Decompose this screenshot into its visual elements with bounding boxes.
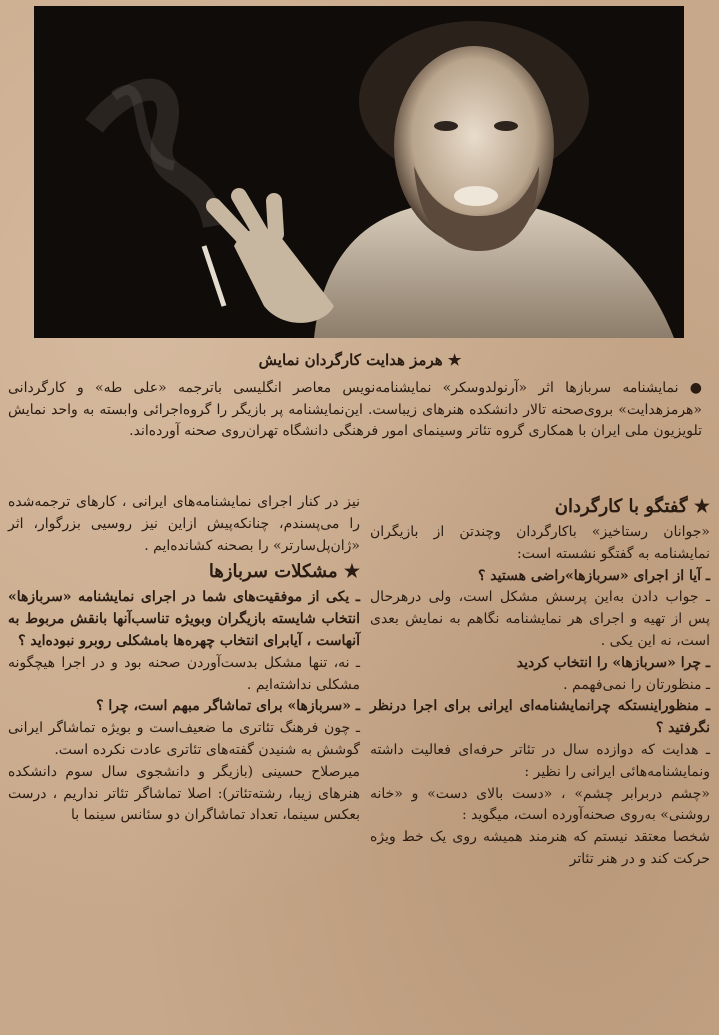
interview-column-left [8, 492, 360, 827]
interview-column-right [370, 492, 710, 871]
intro-paragraph [8, 378, 702, 443]
question: ـ چرا «سربازها» را انتخاب کردید [516, 654, 710, 671]
question: ـ یکی از موفقیت‌های شما در اجرای نمایشنامه «سربازها» انتخاب شایسته بازیگران وبویژه تناسب‌آنها بانقش مربوط به آنهاست ، آیابرای انتخاب چهره‌ها بامشکلی روبرو نبوده‌اید ؟ [8, 589, 360, 649]
director-photo [34, 6, 684, 338]
paragraph: «چشم دربرابر چشم» ، «دست بالای دست» و «خانه روشنی» به‌روی صحنه‌آورده است، میگوید : [370, 785, 710, 824]
intro-text: ● نمایشنامه سربازها اثر «آرنولدوسکر» نمایشنامه‌نویس معاصر انگلیسی باترجمه «علی طه» و کارگردانی «هرمزهدایت» بروی‌صحنه تالار دانشکده هنرهای زیباست. این‌نمایشنامه پر بازیگر را گروه‌اجرائی وابسته به واحد نمایش تلویزیون ملی ایران با همکاری گروه تئاتر وسینمای امور فرهنگی دانشگاه تهران‌روی صحنه آورده‌اند. [8, 380, 702, 439]
paragraph: نیز در کنار اجرای نمایشنامه‌های ایرانی ، کارهای ترجمه‌شده را می‌پسندم، چنانکه‌پیش ازاین نیز روسیی بزرگوار، اثر «ژان‌پل‌سارتر» را بصحنه کشانده‌ایم . [8, 494, 360, 554]
question: ـ آیا از اجرای «سربازها»راضی هستید ؟ [478, 567, 710, 584]
question: ـ منظوراینستکه چرانمایشنامه‌ای ایرانی برای اجرا درنظر نگرفتید ؟ [370, 698, 710, 737]
section-heading-interview: ★ گفتگو با کارگردان [554, 496, 710, 517]
section-heading-problems: ★ مشکلات سربازها [208, 561, 360, 583]
answer: ـ چون فرهنگ تئاتری ما ضعیف‌است و بویژه تماشاگر ایرانی گوشش به شنیدن گفته‌های تئاتری عادت نکرده است. [8, 720, 360, 758]
paragraph: شخصا معتقد نیستم که هنرمند همیشه روی یک خط ویژه حرکت کند و در هنر تئاتر [370, 829, 710, 867]
answer: ـ هدایت که دوازده سال در تئاتر حرفه‌ای فعالیت داشته ونمایشنامه‌هائی ایرانی را نظیر : [370, 741, 710, 780]
paragraph: «جوانان رستاخیز» باکارگردان وچندتن از بازیگران نمایشنامه به گفتگو نشسته است: [370, 524, 710, 562]
answer: ـ منظورتان را نمی‌فهمم . [563, 676, 710, 693]
answer: ـ نه، تنها مشکل بدست‌آوردن صحنه بود و در اجرا هیچگونه مشکلی نداشته‌ایم . [8, 654, 360, 693]
question: ـ «سربازها» برای تماشاگر مبهم است، چرا ؟ [96, 698, 360, 715]
answer: ـ جواب دادن به‌این پرسش مشکل است، ولی درهرحال پس از تهیه و اجرای هر نمایشنامه نگاهم به نمایش بعدی است، نه این یکی . [370, 589, 710, 649]
paragraph: میرصلاح حسینی (بازیگر و دانشجوی سال سوم دانشکده هنرهای زیبا، رشته‌تئاتر): اصلا تماشاگر تئاتر نداریم ، درست بعکس سینما، تعداد تماشاگران دو سئانس سینما با [8, 763, 360, 824]
photo-caption: ★ هرمز هدایت کارگردان نمایش [258, 351, 462, 369]
